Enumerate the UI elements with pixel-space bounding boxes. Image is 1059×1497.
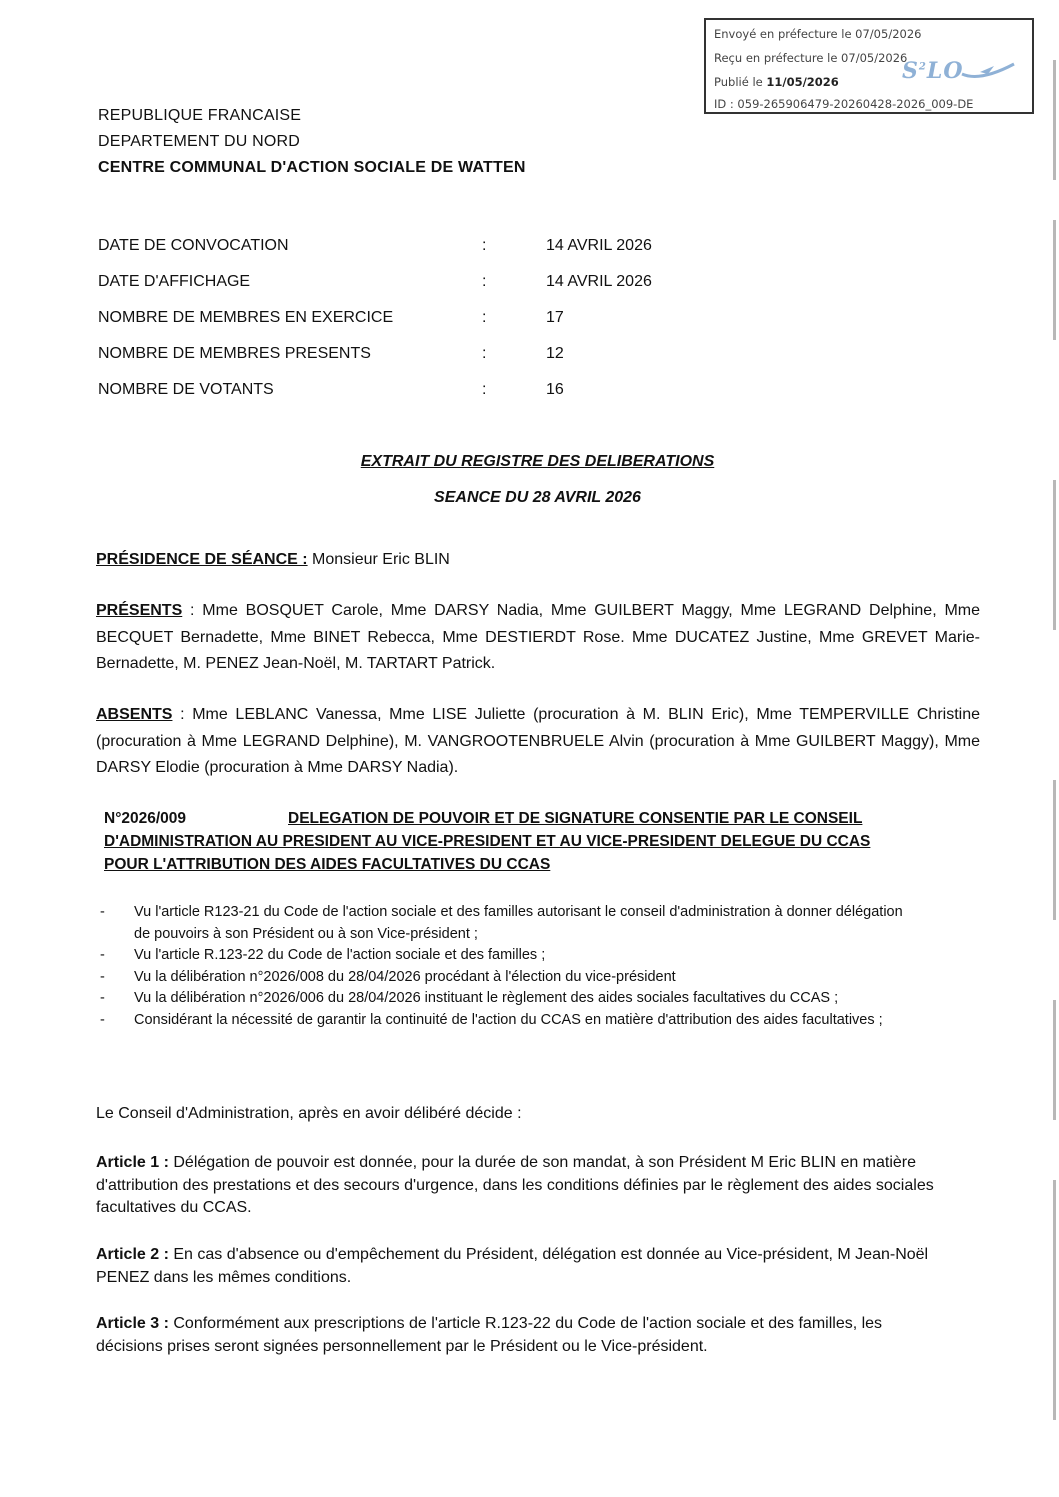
- bullet-dash: -: [100, 904, 105, 920]
- list-item-text: Vu la délibération n°2026/008 du 28/04/2026 procédant à l'élection du vice-président: [134, 968, 676, 985]
- list-item-text: Considérant la nécessité de garantir la continuité de l'action du CCAS en matière d'attribution des aides facultatives ;: [134, 1011, 883, 1028]
- info-label: NOMBRE DE VOTANTS: [98, 381, 274, 398]
- absents-text: : Mme LEBLANC Vanessa, Mme LISE Juliette (procuration à M. BLIN Eric), Mme TEMPERVILLE Christine (procuration à Mme LEGRAND Delphine), M. VANGROOTENBRUELE Alvin (procuration à Mme GUILBERT Maggy), Mme DARSY Elodie (procuration à Mme DARSY Nadia).: [96, 706, 980, 776]
- header-ccas: CENTRE COMMUNAL D'ACTION SOCIALE DE WATTEN: [98, 159, 526, 176]
- article-2: [96, 1244, 936, 1289]
- info-value: 12: [546, 345, 564, 362]
- header-republique: REPUBLIQUE FRANCAISE: [98, 107, 302, 124]
- extrait-title: EXTRAIT DU REGISTRE DES DELIBERATIONS: [360, 453, 715, 470]
- seance-title: SEANCE DU 28 AVRIL 2026: [434, 489, 641, 506]
- list-item-text: Vu la délibération n°2026/006 du 28/04/2026 instituant le règlement des aides sociales facultatives du CCAS ;: [134, 990, 839, 1006]
- presidence: [96, 547, 980, 574]
- article-3: [96, 1313, 936, 1358]
- deliberation-heading: [104, 807, 906, 876]
- info-colon: :: [482, 309, 487, 326]
- s2lo-swoosh-icon: [960, 60, 1016, 82]
- info-label: DATE D'AFFICHAGE: [98, 273, 251, 290]
- absents: [96, 702, 980, 782]
- info-value: 16: [546, 381, 564, 398]
- list-item: [100, 902, 910, 945]
- stamp-publie-prefix: Publié le: [714, 75, 763, 89]
- stamp-envoye: Envoyé en préfecture le 07/05/2026: [714, 27, 922, 41]
- article-label: Article 1 :: [96, 1154, 169, 1171]
- presidence-text: Monsieur Eric BLIN: [307, 551, 450, 568]
- list-item: [100, 967, 910, 989]
- bullet-dash: -: [100, 968, 105, 985]
- article-label: Article 2 :: [96, 1246, 169, 1263]
- article-text: Délégation de pouvoir est donnée, pour la durée de son mandat, à son Président M Eric BLIN en matière d'attribution des prestations et des secours d'urgence, dans les conditions définies par le règlement des aides sociales facultatives du CCAS.: [96, 1154, 934, 1216]
- conseil-decision: Le Conseil d'Administration, après en avoir délibéré décide :: [96, 1105, 522, 1122]
- list-item: [100, 1010, 910, 1032]
- info-value: 17: [546, 309, 564, 326]
- deliberation-title: DELEGATION DE POUVOIR ET DE SIGNATURE CONSENTIE PAR LE CONSEIL D'ADMINISTRATION AU PRESIDENT AU VICE-PRESIDENT ET AU VICE-PRESIDENT DELEGUE DU CCAS POUR L'ATTRIBUTION DES AIDES FACULTATIVES DU CCAS: [104, 810, 871, 873]
- scan-edge-marks: [1051, 0, 1059, 1497]
- article-1: [96, 1152, 936, 1220]
- presents: [96, 598, 980, 678]
- bullet-dash: -: [100, 947, 105, 963]
- info-colon: :: [482, 237, 487, 254]
- article-label: Article 3 :: [96, 1315, 169, 1332]
- list-item-text: Vu l'article R.123-22 du Code de l'action sociale et des familles ;: [134, 947, 546, 963]
- bullet-dash: -: [100, 990, 105, 1006]
- list-item: [100, 988, 910, 1010]
- info-colon: :: [482, 345, 487, 362]
- considerations-list: [100, 902, 910, 1031]
- info-colon: :: [482, 273, 487, 290]
- header-departement: DEPARTEMENT DU NORD: [98, 133, 301, 150]
- list-item-text: Vu l'article R123-21 du Code de l'action sociale et des familles autorisant le conseil d'administration à donner délégation de pouvoirs à son Président ou à son Vice-président ;: [134, 904, 903, 942]
- stamp-recu: Reçu en préfecture le 07/05/2026: [714, 51, 908, 65]
- info-value: 14 AVRIL 2026: [546, 237, 652, 254]
- info-value: 14 AVRIL 2026: [546, 273, 652, 290]
- info-label: NOMBRE DE MEMBRES EN EXERCICE: [98, 309, 394, 326]
- absents-label: ABSENTS: [96, 706, 173, 723]
- stamp-id: ID : 059-265906479-20260428-2026_009-DE: [714, 97, 974, 111]
- list-item: [100, 945, 910, 967]
- stamp-publie-date: 11/05/2026: [766, 75, 839, 89]
- article-text: En cas d'absence ou d'empêchement du Président, délégation est donnée au Vice-président, M Jean-Noël PENEZ dans les mêmes conditions.: [96, 1246, 929, 1286]
- presents-text: : Mme BOSQUET Carole, Mme DARSY Nadia, Mme GUILBERT Maggy, Mme LEGRAND Delphine, Mme BECQUET Bernadette, Mme BINET Rebecca, Mme DESTIERDT Rose. Mme DUCATEZ Justine, Mme GREVET Marie-Bernadette, M. PENEZ Jean-Noël, M. TARTART Patrick.: [96, 602, 980, 672]
- deliberation-number: N°2026/009: [104, 810, 187, 827]
- presents-label: PRÉSENTS: [96, 602, 183, 619]
- info-label: DATE DE CONVOCATION: [98, 237, 289, 254]
- stamp-publie: [714, 75, 839, 89]
- bullet-dash: -: [100, 1011, 105, 1028]
- info-label: NOMBRE DE MEMBRES PRESENTS: [98, 345, 371, 362]
- s2lo-logo: $S^2LO$: [902, 58, 964, 84]
- article-text: Conformément aux prescriptions de l'article R.123-22 du Code de l'action sociale et des familles, les décisions prises seront signées personnellement par le Président ou le Vice-président.: [96, 1315, 883, 1355]
- prefecture-stamp: [704, 18, 1034, 114]
- info-colon: :: [482, 381, 487, 398]
- presidence-label: PRÉSIDENCE DE SÉANCE :: [96, 551, 308, 568]
